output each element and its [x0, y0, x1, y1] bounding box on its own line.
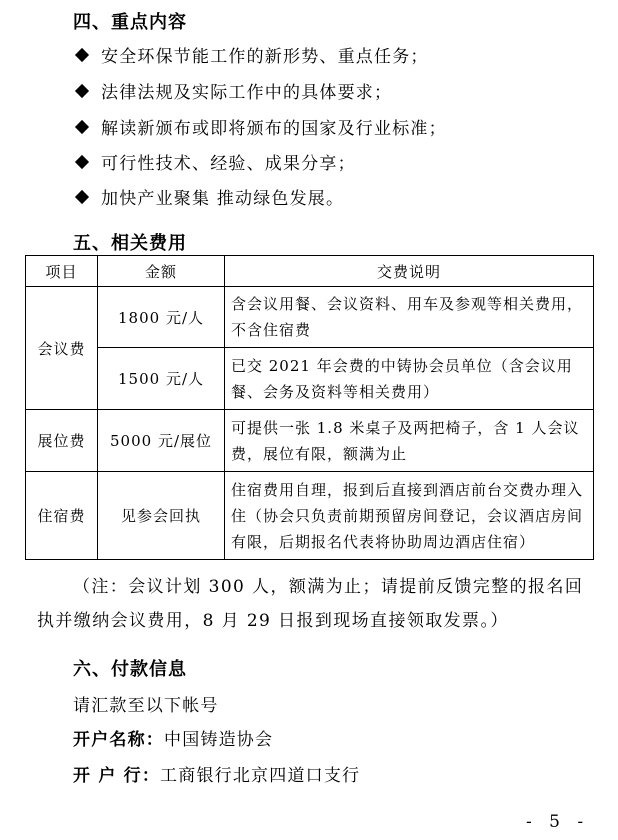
table-row [26, 410, 594, 472]
bullet-item [73, 114, 447, 139]
bullet-text: 可行性技术、经验、成果分享； [101, 154, 356, 174]
booth-fee-desc: 可提供一张 1.8 米桌子及两把椅子，含 1 人会议费，展位有限，额满为止 [225, 410, 594, 472]
diamond-bullet-icon [75, 154, 89, 168]
header-item: 项目 [26, 256, 98, 287]
table-row [26, 472, 594, 560]
bank-line [73, 761, 360, 786]
lodging-fee-item: 住宿费 [26, 472, 98, 560]
diamond-bullet-icon [75, 83, 89, 97]
lodging-fee-amount: 见参会回执 [98, 472, 225, 560]
meeting-fee-item: 会议费 [26, 287, 98, 410]
booth-fee-item: 展位费 [26, 410, 98, 472]
bank-label: 开 户 行： [73, 766, 161, 786]
meeting-fee-amount-1: 1800 元/人 [98, 287, 225, 348]
section-four-title: 四、重点内容 [73, 12, 187, 33]
header-description: 交费说明 [225, 256, 594, 287]
fee-table [25, 255, 594, 560]
page-number: - 5 - [526, 812, 590, 832]
payment-intro: 请汇款至以下帐号 [73, 696, 219, 716]
account-name-value: 中国铸造协会 [164, 730, 274, 750]
table-header-row [26, 256, 594, 287]
header-amount: 金额 [98, 256, 225, 287]
account-name-line [73, 725, 273, 750]
bullet-text: 法律法规及实际工作中的具体要求； [101, 83, 393, 103]
table-row [26, 348, 594, 410]
bullet-item [73, 78, 392, 103]
table-row [26, 287, 594, 348]
diamond-bullet-icon [75, 189, 89, 203]
bank-value: 工商银行北京四道口支行 [160, 766, 361, 786]
meeting-fee-amount-2: 1500 元/人 [98, 348, 225, 410]
booth-fee-amount: 5000 元/展位 [98, 410, 225, 472]
bullet-item [73, 42, 429, 67]
section-five-title: 五、相关费用 [73, 233, 187, 254]
meeting-fee-desc-1: 含会议用餐、会议资料、用车及参观等相关费用，不含住宿费 [225, 287, 594, 348]
bullet-text: 解读新颁布或即将颁布的国家及行业标准； [101, 119, 447, 139]
bullet-item [73, 184, 344, 209]
bullet-text: 安全环保节能工作的新形势、重点任务； [101, 47, 429, 67]
lodging-fee-desc: 住宿费用自理，报到后直接到酒店前台交费办理入住（协会只负责前期预留房间登记，会议酒店房间有限，后期报名代表将协助周边酒店住宿） [225, 472, 594, 560]
bullet-item [73, 149, 356, 174]
fee-note: （注：会议计划 300 人，额满为止；请提前反馈完整的报名回执并缴纳会议费用，8 月 29 日报到现场直接领取发票。） [37, 577, 584, 631]
bullet-text: 加快产业聚集 推动绿色发展。 [101, 189, 345, 209]
meeting-fee-desc-2: 已交 2021 年会费的中铸协会员单位（含会议用餐、会务及资料等相关费用） [225, 348, 594, 410]
diamond-bullet-icon [75, 47, 89, 61]
diamond-bullet-icon [75, 119, 89, 133]
account-name-label: 开户名称： [73, 730, 164, 750]
section-six-title: 六、付款信息 [73, 659, 187, 680]
